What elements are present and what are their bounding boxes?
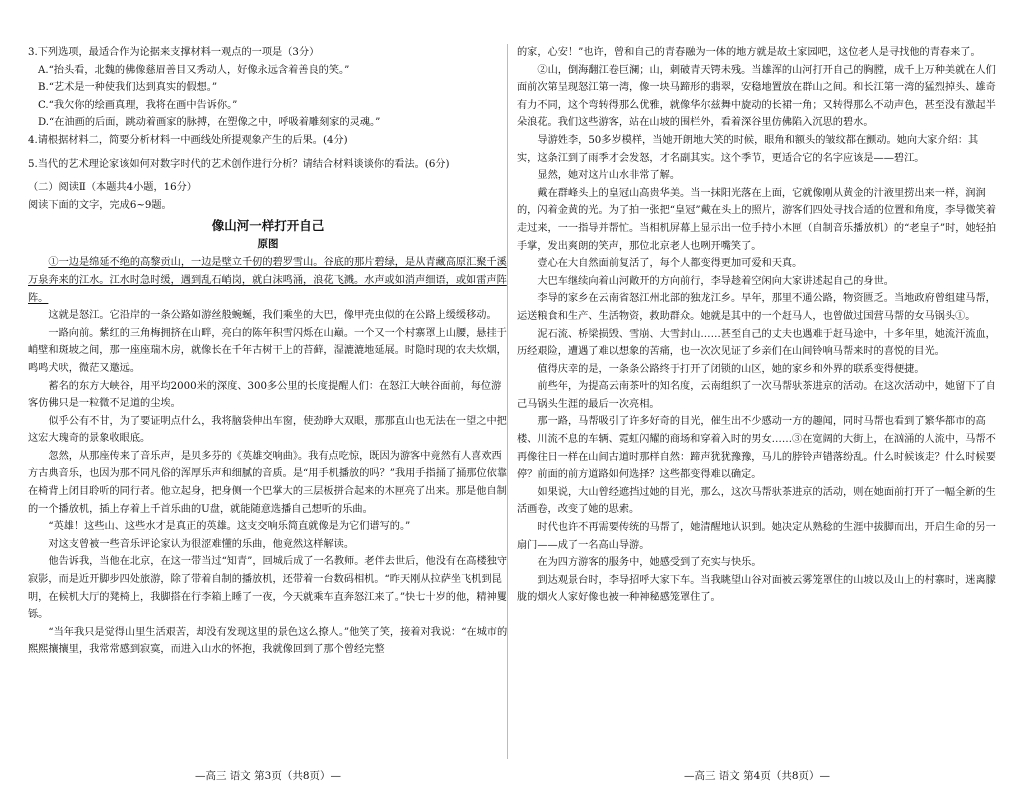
article-paragraph: 显然，她对这片山水非常了解。	[537, 170, 681, 182]
article-paragraph: 这就是怒江。它沿岸的一条公路如游丝般蜿蜒，我们乘坐的大巴，像甲壳虫似的在公路上缓缓移动。	[48, 310, 497, 322]
article-paragraph: 到达观景台时，李导招呼大家下车。当我眺望山谷对面被云雾笼罩住的山坡以及山上的村寨时，迷离朦胧的烟火人家好像也被一种神秘感笼罩住了。	[517, 574, 996, 604]
reading-instruction: 阅读下面的文字，完成6~9题。	[28, 199, 172, 211]
article-paragraph: 前些年，为提高云南茶叶的知名度，云南组织了一次马帮驮茶进京的活动。在这次活动中，她留下了自己马锅头生涯的最后一次亮相。	[517, 381, 996, 410]
article-paragraph: 如果说，大山曾经遮挡过她的目光，那么，这次马帮驮茶进京的活动，则在她面前打开了一幅全新的生活画卷，改变了她的思索。	[517, 486, 996, 516]
article-paragraph: 他告诉我，当他在北京，在这一带当过“知青”，回城后成了一名教师。老伴去世后，他没有在高楼独守寂影，而是近开脚步四处旅游，除了带着自制的播放机，还带着一台数码相机。“昨天刚从拉萨坐飞机到昆明，在候机大厅的凳椅上，我脚搭在行李箱上睡了一夜，今天就乘车直奔怒江来了。”快七十岁的他，精神矍铄。	[28, 556, 508, 621]
option-d: D.“在油画的后面，跳动着画家的脉搏，在塑像之中，呼吸着雕刻家的灵魂。”	[38, 117, 381, 129]
question-3: 3.下列选项，最适合作为论据来支撑材料一观点的一项是（3分）	[28, 47, 320, 58]
article-paragraph: 在为四方游客的服务中，她感受到了充实与快乐。	[537, 557, 762, 569]
article-paragraph: ②山，倒海翻江卷巨澜；山，刺破青天锷未残。当雄浑的山河打开自己的胸膛，成千上万种美就在人们面前次第呈现怒江第一湾，像一块马蹄形的翡翠，安稳地置放在群山之间。和长江第一湾的猛烈掉头、雄奇有力不同，这个弯转得那么优雅，就像华尔兹舞中旋动的长裙一角；又转得那么不动声色，甚至没有激起半朵浪花。我们这些游客，站在山坡的围栏外，看着深谷里仿佛陷入沉思的碧水。	[517, 64, 996, 129]
article-paragraph: 导游姓李，50多岁模样，当她开朗地大笑的时候，眼角和额头的皱纹都在颤动。她向大家介绍：其实，这条江到了雨季才会发怒，才名副其实。这个季节，更适合它的名字应该是——碧江。	[517, 134, 979, 164]
article-paragraph: ①一边是绵延不绝的高黎贡山，一边是壁立千仞的碧罗雪山。谷底的那片碧绿，是从青藏高原汇聚千溪万泉奔来的江水。江水时急时缓，遇到乱石峭岗，就白沫鸣涌，浪花飞溅。水声或如消声细语，或如雷声阵阵。	[28, 257, 507, 304]
page-footer-right: —高三 语文 第4页（共8页）—	[683, 770, 831, 782]
article-paragraph: 泥石流、桥梁损毁、雪崩、大雪封山……甚至自己的丈夫也遇难于赶马途中，十多年里，她流汗流血，历经艰险，遭遇了难以想象的苦痛，也一次次见证了乡亲们在山间铃响马帮来时的喜悦的目光。	[517, 328, 996, 358]
left-column	[28, 44, 508, 759]
article-paragraph: 李导的家乡在云南省怒江州北部的独龙江乡。早年，那里不通公路，物资匮乏。当地政府曾组建马帮，运送粮食和生产、生活物资，救助群众。她就是其中的一个赶马人，也曾做过国营马帮的女马锅头①。	[517, 293, 996, 322]
article-paragraph: 蓄名的东方大峡谷，用平均2000米的深度、300多公里的长度提醒人们：在怒江大峡谷面前，每位游客仿佛只是一粒微不足道的尘埃。	[28, 380, 502, 410]
article-paragraph: 对这支曾被一些音乐评论家认为很涩难懂的乐曲，他竟然这样解读。	[48, 538, 355, 550]
article-paragraph: 的家，心安！”也许，曾和自己的青春融为一体的地方就是故土家园吧，这位老人是寻找他的青春来了。	[517, 47, 981, 58]
article-title: 像山河一样打开自己	[211, 218, 325, 234]
article-paragraph: 那一路，马帮吸引了许多好奇的目光，催生出不少感动一方的趣闻，同时马帮也看到了繁华都市的高楼、川流不息的车辆、霓虹闪耀的商场和穿着入时的男女……③在宽阔的大街上，在汹涌的人流中，马帮不再像往日一样在山间古道时那样自然：蹄声犹犹豫豫，马儿的脖铃声错落纷乱。什么时候该走？什么时候要停？前面的前方道路如何选择？这些都变得难以确定。	[517, 416, 996, 481]
column-divider	[507, 44, 508, 759]
article-paragraph: 时代也许不再需要传统的马帮了，她清醒地认识到。她决定从熟稔的生涯中拔脚而出，开启生命的另一扇门——成了一名高山导游。	[517, 522, 996, 551]
option-a: A.“抬头看，北魏的佛像慈眉善目又秀动人，好像永远含着善良的笑。”	[38, 64, 350, 76]
article-paragraph: 忽然，从那座传来了音乐声，是贝多芬的《英雄交响曲》。我有点吃惊，既因为游客中竟然有人喜欢西方古典音乐，也因为那不同凡俗的浑厚乐声和细腻的音质。是“用手机播放的吗？”我用手指捅了捅那位依靠在椅背上闭目聆听的同行者。他立起身，把身侧一个巴掌大的三层板拼合起来的木匣亮了出来。那是他自制的一个播放机，插上存着上千首乐曲的U盘，就能随意选播自己想听的乐曲。	[28, 450, 508, 515]
article-paragraph: “英雄！这些山、这些水才是真正的英雄。这支交响乐简直就像是为它们谱写的。”	[48, 521, 411, 533]
article-paragraph: 似乎公有不甘，为了要证明点什么，我将脑袋伸出车窗，使劲睁大双眼，那那直山也无法在一望之中把这宏大瑰奇的景象收眼底。	[28, 415, 507, 445]
article-author: 原图	[257, 238, 279, 251]
article-paragraph: 壹心在大自然面前复活了，每个人都变得更加可爱和天真。	[537, 258, 803, 270]
right-column	[517, 44, 997, 759]
option-c: C.“我欠你的绘画真理，我将在画中告诉你。”	[38, 99, 238, 111]
section-heading: （二）阅读Ⅱ（本题共4小题，16分）	[28, 182, 197, 194]
article-paragraph: 值得庆幸的是，一条条公路终于打开了闭锁的山区，她的家乡和外界的联系变得便捷。	[537, 363, 925, 375]
option-b: B.“艺术是一种使我们达到真实的假想。”	[38, 82, 218, 94]
question-4: 4.请根据材料二，简要分析材料一中画线处所提观象产生的后果。(4分)	[28, 134, 348, 146]
article-paragraph: “当年我只是觉得山里生活艰苦，却没有发现这里的景色这么撩人。”他笑了笑，接着对我说：“在城市的熙熙攘攘里，我常常感到寂寞，而进入山水的怀抱，我就像回到了那个曾经完整	[28, 626, 508, 656]
page-footer-left: —高三 语文 第3页（共8页）—	[194, 770, 342, 782]
article-paragraph: 戴在群峰头上的皇冠山高贵华美。当一抹阳光落在上面，它就像刚从黄金的汁液里捞出来一样，润润的，闪着金黄的光。为了拍一张把“皇冠”戴在头上的照片，游客们四处寻找合适的位置和角度，李导微笑着走过来，一一指导并帮忙。当相机屏幕上显示出一位手持小木匣（自制音乐播放机）的“老皇子”时，她轻拍手掌，发出爽朗的笑声，那位北京老人也咧开嘴笑了。	[517, 187, 997, 252]
question-5: 5.当代的艺术理论家该如何对数字时代的艺术创作进行分析？请结合材料谈谈你的看法。(6分)	[28, 158, 450, 170]
article-paragraph: 一路向前。紫红的三角梅拥挤在山畔，亮白的陈年积雪闪烁在山巅。一个又一个村寨罩上山腰，悬挂于峭壁和斑坡之间，那一座座瑞木房，就像长在千年古树干上的苔藓，湿漉漉地延展。时隐时现的农夫炊烟，鸣鸣犬吠，微茫又邀远。	[28, 327, 507, 374]
article-paragraph: 大巴车继续向着山河敞开的方向前行，李导趁着空闲向大家讲述起自己的身世。	[537, 275, 894, 287]
